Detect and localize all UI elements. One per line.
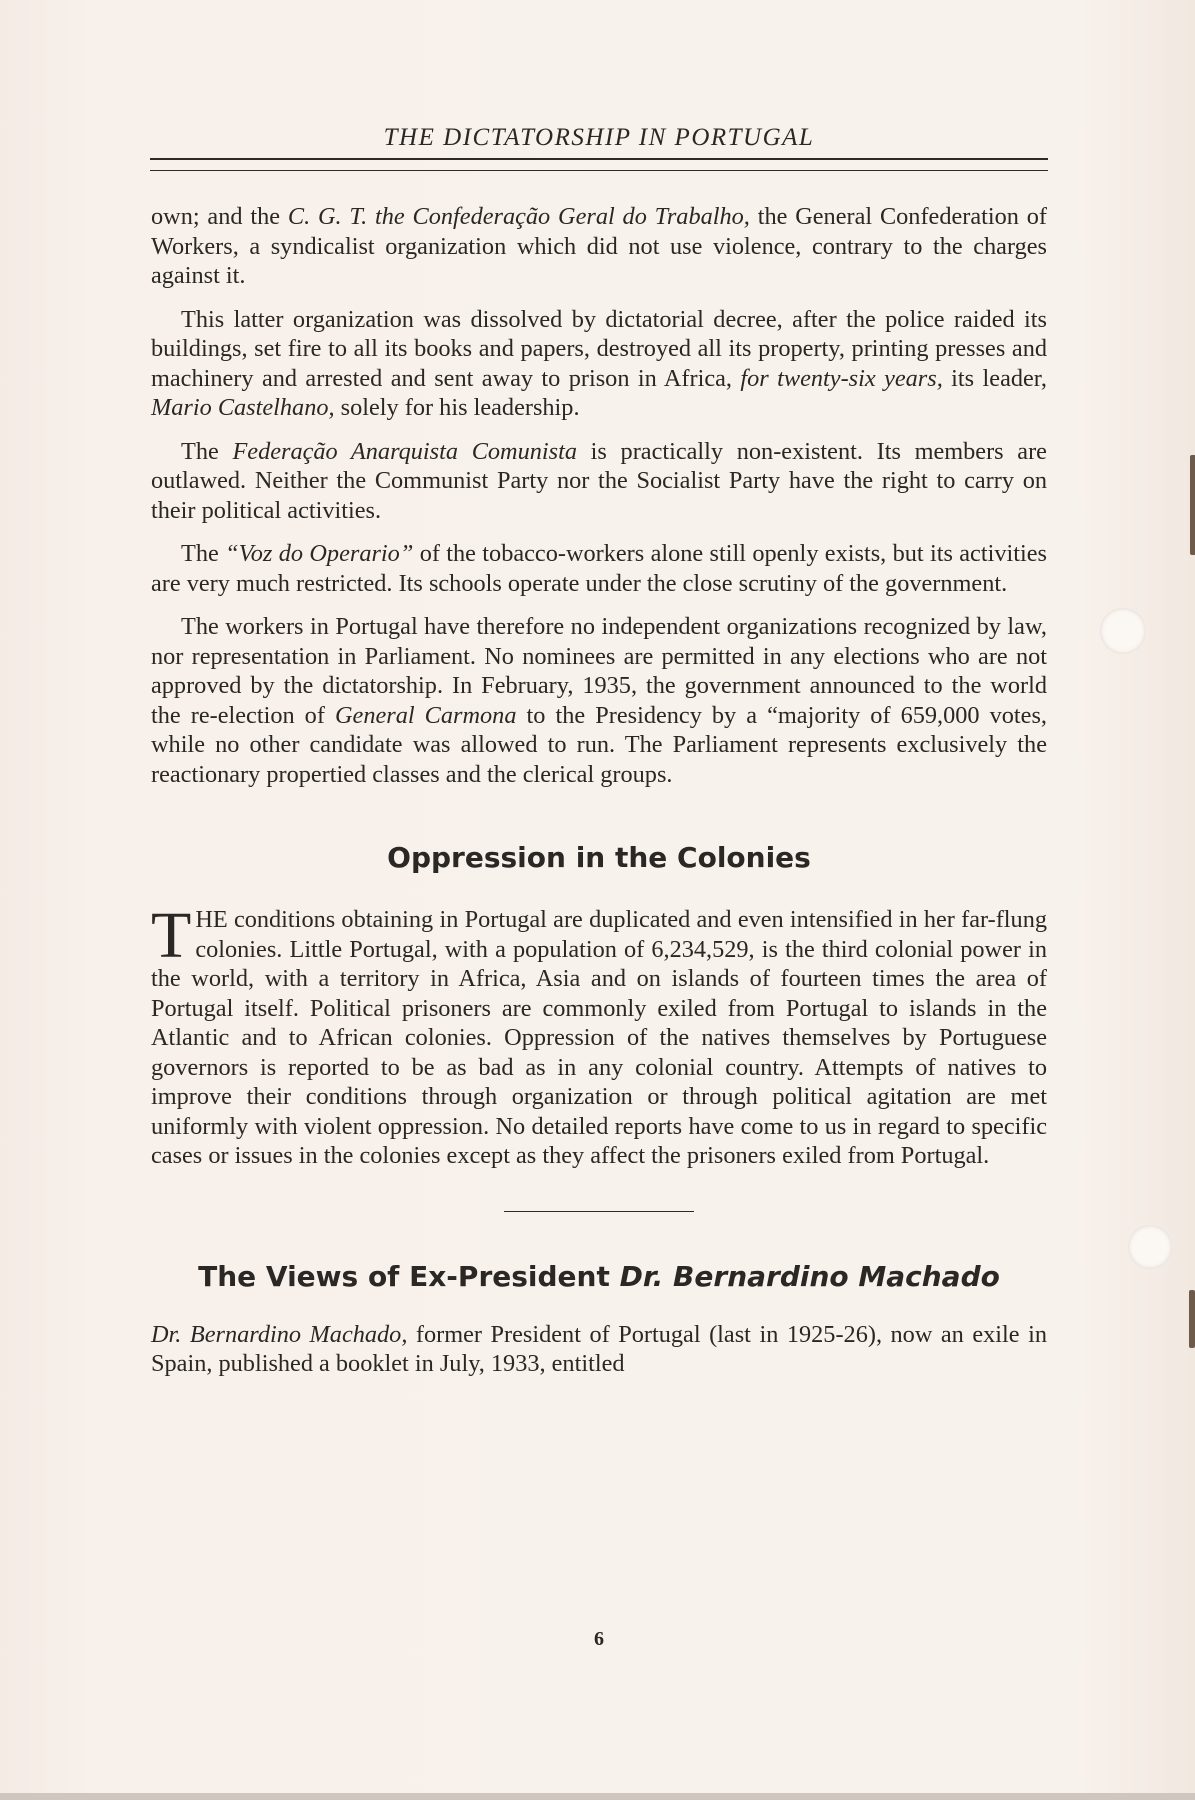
federacao-name: Federação Anarquista Comunista — [232, 437, 577, 465]
header-double-rule — [150, 158, 1048, 171]
leader-name: Mario Castelhano, — [151, 394, 335, 421]
general-carmona-name: General Carmona — [334, 701, 517, 729]
paragraph-federacao: The Federação Anarquista Comunista is practically non-existent. Its members are outlawed. Neither the Communist Party nor the Socialist Party have the right to carry on their political activities. — [151, 437, 1047, 524]
binding-mark-lower — [1189, 1290, 1195, 1348]
machado-name: Dr. Bernardino Machado, — [151, 1320, 408, 1348]
section-heading-colonies: Oppression in the Colonies — [387, 841, 811, 874]
drop-cap: T — [151, 899, 192, 972]
cgt-name: C. G. T. the Confederação Geral do Trabalho, — [287, 203, 750, 230]
paragraph-cgt: own; and the C. G. T. the Confederação Geral do Trabalho, the General Confederation of Workers, a syndicalist organization which did not use violence, contrary to the charges against it. — [151, 203, 1047, 289]
paragraph-dissolution: This latter organization was dissolved by dictatorial decree, after the police raided its buildings, set fire to all its books and papers, destroyed all its property, printing presses and machinery and arrested and sent away to prison in Africa, for twenty-six years, its leader, Mario Castelhano, solely for his leadership. — [151, 305, 1047, 421]
punch-hole-lower — [1128, 1225, 1172, 1269]
paragraph-colonies: THE conditions obtaining in Portugal are duplicated and even intensified in her far-flung colonies. Little Portugal, with a population of 6,234,529, is the third colonial power in the world, with a territory in Africa, Asia and on islands of fourteen times the area of Portugal itself. Political prisoners are commonly exiled from Portugal to islands in the Atlantic and to African colonies. Oppression of the natives themselves by Portuguese governors is reported to be as bad as in any colonial country. Attempts of natives to improve their conditions through organization or through political agitation are met uniformly with violent oppression. No detailed reports have come to us in regard to specific cases or issues in the colonies except as they affect the prisoners exiled from Portugal. — [151, 899, 1047, 1169]
page-bottom-edge — [0, 1793, 1195, 1800]
prison-term: for twenty-six years, — [740, 364, 943, 392]
binding-mark-upper — [1190, 455, 1195, 555]
punch-hole-upper — [1100, 608, 1146, 654]
paragraph-workers: The workers in Portugal have therefore no independent organizations recognized by law, nor representation in Parliament. No nominees are permitted in any elections who are not approved by the dictatorship. In February, 1935, the government announced to the world the re-election of General Carmona to the Presidency by a “majority of 659,000 votes, while no other candidate was allowed to run. The Parliament represents exclusively the reactionary propertied classes and the clerical groups. — [151, 613, 1047, 788]
voz-do-operario-name: “Voz do Operario” — [225, 540, 414, 567]
section-heading-machado: The Views of Ex-President Dr. Bernardino Machado — [198, 1259, 1000, 1293]
paragraph-machado: Dr. Bernardino Machado, former President of Portugal (last in 1925-26), now an exile in Spain, published a booklet in July, 1933, entitled — [151, 1320, 1047, 1377]
running-head: THE DICTATORSHIP IN PORTUGAL — [383, 124, 815, 151]
section-divider — [504, 1211, 694, 1212]
paragraph-voz-do-operario: The “Voz do Operario” of the tobacco-workers alone still openly exists, but its activities are very much restricted. Its schools operate under the close scrutiny of the government. — [151, 540, 1047, 597]
page-number: 6 — [594, 1628, 604, 1650]
body-text — [151, 202, 1047, 1393]
